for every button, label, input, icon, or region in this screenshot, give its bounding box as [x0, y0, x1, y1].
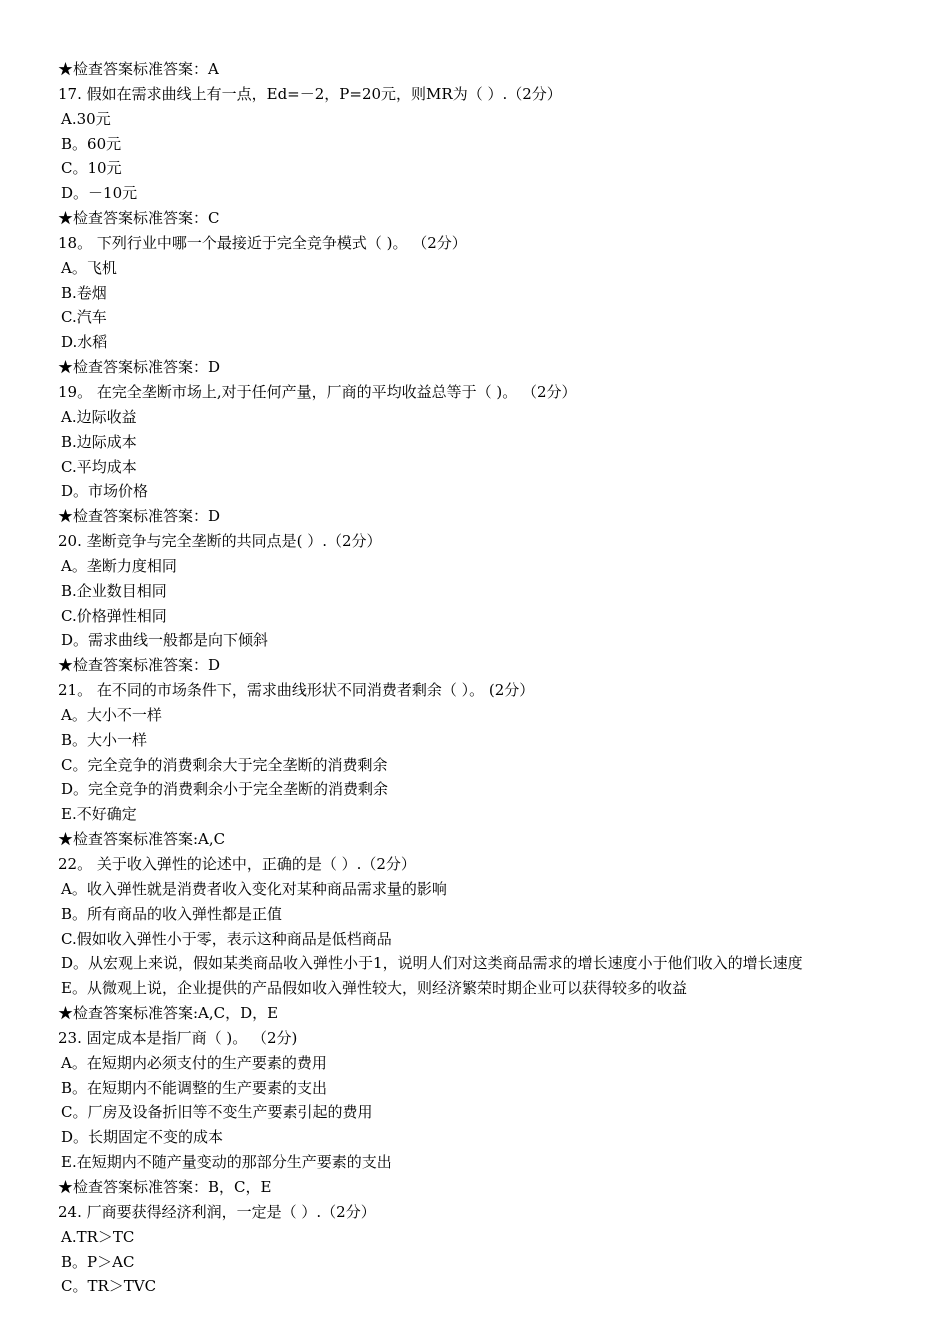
- option-line: D。从宏观上来说，假如某类商品收入弹性小于1，说明人们对这类商品需求的增长速度小于他们收入的增长速度: [61, 954, 803, 973]
- option-line: D。－10元: [61, 184, 138, 203]
- answer-line: ★检查答案标准答案:A,C: [58, 830, 226, 849]
- question-line: 19。 在完全垄断市场上,对于任何产量，厂商的平均收益总等于（ )。 （2分）: [58, 382, 577, 401]
- option-line: C。TR＞TVC: [61, 1277, 157, 1296]
- question-list: [58, 57, 910, 1299]
- option-line: D。长期固定不变的成本: [61, 1128, 224, 1147]
- option-line: E。从微观上说，企业提供的产品假如收入弹性较大，则经济繁荣时期企业可以获得较多的收益: [61, 979, 687, 998]
- option-line: D。市场价格: [61, 482, 149, 501]
- answer-line: ★检查答案标准答案:A,C，D，E: [58, 1004, 279, 1023]
- answer-line: ★检查答案标准答案：C: [58, 209, 220, 228]
- option-line: C。完全竞争的消费剩余大于完全垄断的消费剩余: [61, 755, 388, 774]
- option-line: A。大小不一样: [61, 705, 162, 724]
- option-line: B。所有商品的收入弹性都是正值: [61, 904, 283, 923]
- option-line: A。垄断力度相同: [61, 556, 177, 575]
- option-line: B.卷烟: [61, 283, 107, 302]
- option-line: E.不好确定: [61, 805, 137, 824]
- question-line: 18。 下列行业中哪一个最接近于完全竞争模式（ )。 （2分）: [58, 233, 467, 252]
- option-line: C.假如收入弹性小于零，表示这种商品是低档商品: [61, 929, 392, 948]
- option-line: A。在短期内必须支付的生产要素的费用: [61, 1053, 327, 1072]
- option-line: B。在短期内不能调整的生产要素的支出: [61, 1078, 328, 1097]
- option-line: C.价格弹性相同: [61, 606, 167, 625]
- question-line: 17. 假如在需求曲线上有一点，Ed=－2，P=20元，则MR为（ ）.（2分）: [58, 84, 562, 103]
- option-line: B.边际成本: [61, 432, 137, 451]
- option-line: B。P＞AC: [61, 1252, 135, 1271]
- question-line: 20. 垄断竞争与完全垄断的共同点是( ）.（2分）: [58, 532, 382, 551]
- option-line: B。大小一样: [61, 730, 148, 749]
- option-line: C。10元: [61, 159, 122, 178]
- option-line: A。收入弹性就是消费者收入变化对某种商品需求量的影响: [61, 879, 447, 898]
- option-line: C.平均成本: [61, 457, 137, 476]
- option-line: D。完全竞争的消费剩余小于完全垄断的消费剩余: [61, 780, 389, 799]
- answer-line: ★检查答案标准答案：B，C，E: [58, 1177, 272, 1196]
- question-line: 22。 关于收入弹性的论述中，正确的是（ ）.（2分）: [58, 855, 416, 873]
- question-line: 24. 厂商要获得经济利润，一定是（ ）.（2分）: [58, 1202, 376, 1221]
- option-line: B。60元: [61, 134, 122, 153]
- question-line: 21。 在不同的市场条件下，需求曲线形状不同消费者剩余（ ）。 (2分）: [58, 681, 535, 700]
- answer-line: ★检查答案标准答案：D: [58, 656, 221, 675]
- option-line: A.TR＞TC: [61, 1227, 135, 1246]
- option-line: D.水稻: [61, 333, 108, 352]
- answer-line: ★检查答案标准答案：D: [58, 507, 221, 526]
- option-line: A.边际收益: [61, 407, 137, 426]
- answer-line: ★检查答案标准答案：A: [58, 60, 219, 78]
- option-line: E.在短期内不随产量变动的那部分生产要素的支出: [61, 1153, 392, 1172]
- option-line: A.30元: [61, 109, 111, 128]
- option-line: C。厂房及设备折旧等不变生产要素引起的费用: [61, 1103, 373, 1122]
- option-line: D。需求曲线一般都是向下倾斜: [61, 631, 269, 650]
- option-line: A。飞机: [61, 258, 117, 277]
- option-line: C.汽车: [61, 308, 107, 327]
- question-line: 23. 固定成本是指厂商（ )。 （2分): [58, 1028, 298, 1047]
- answer-line: ★检查答案标准答案：D: [58, 358, 221, 377]
- option-line: B.企业数目相同: [61, 581, 167, 600]
